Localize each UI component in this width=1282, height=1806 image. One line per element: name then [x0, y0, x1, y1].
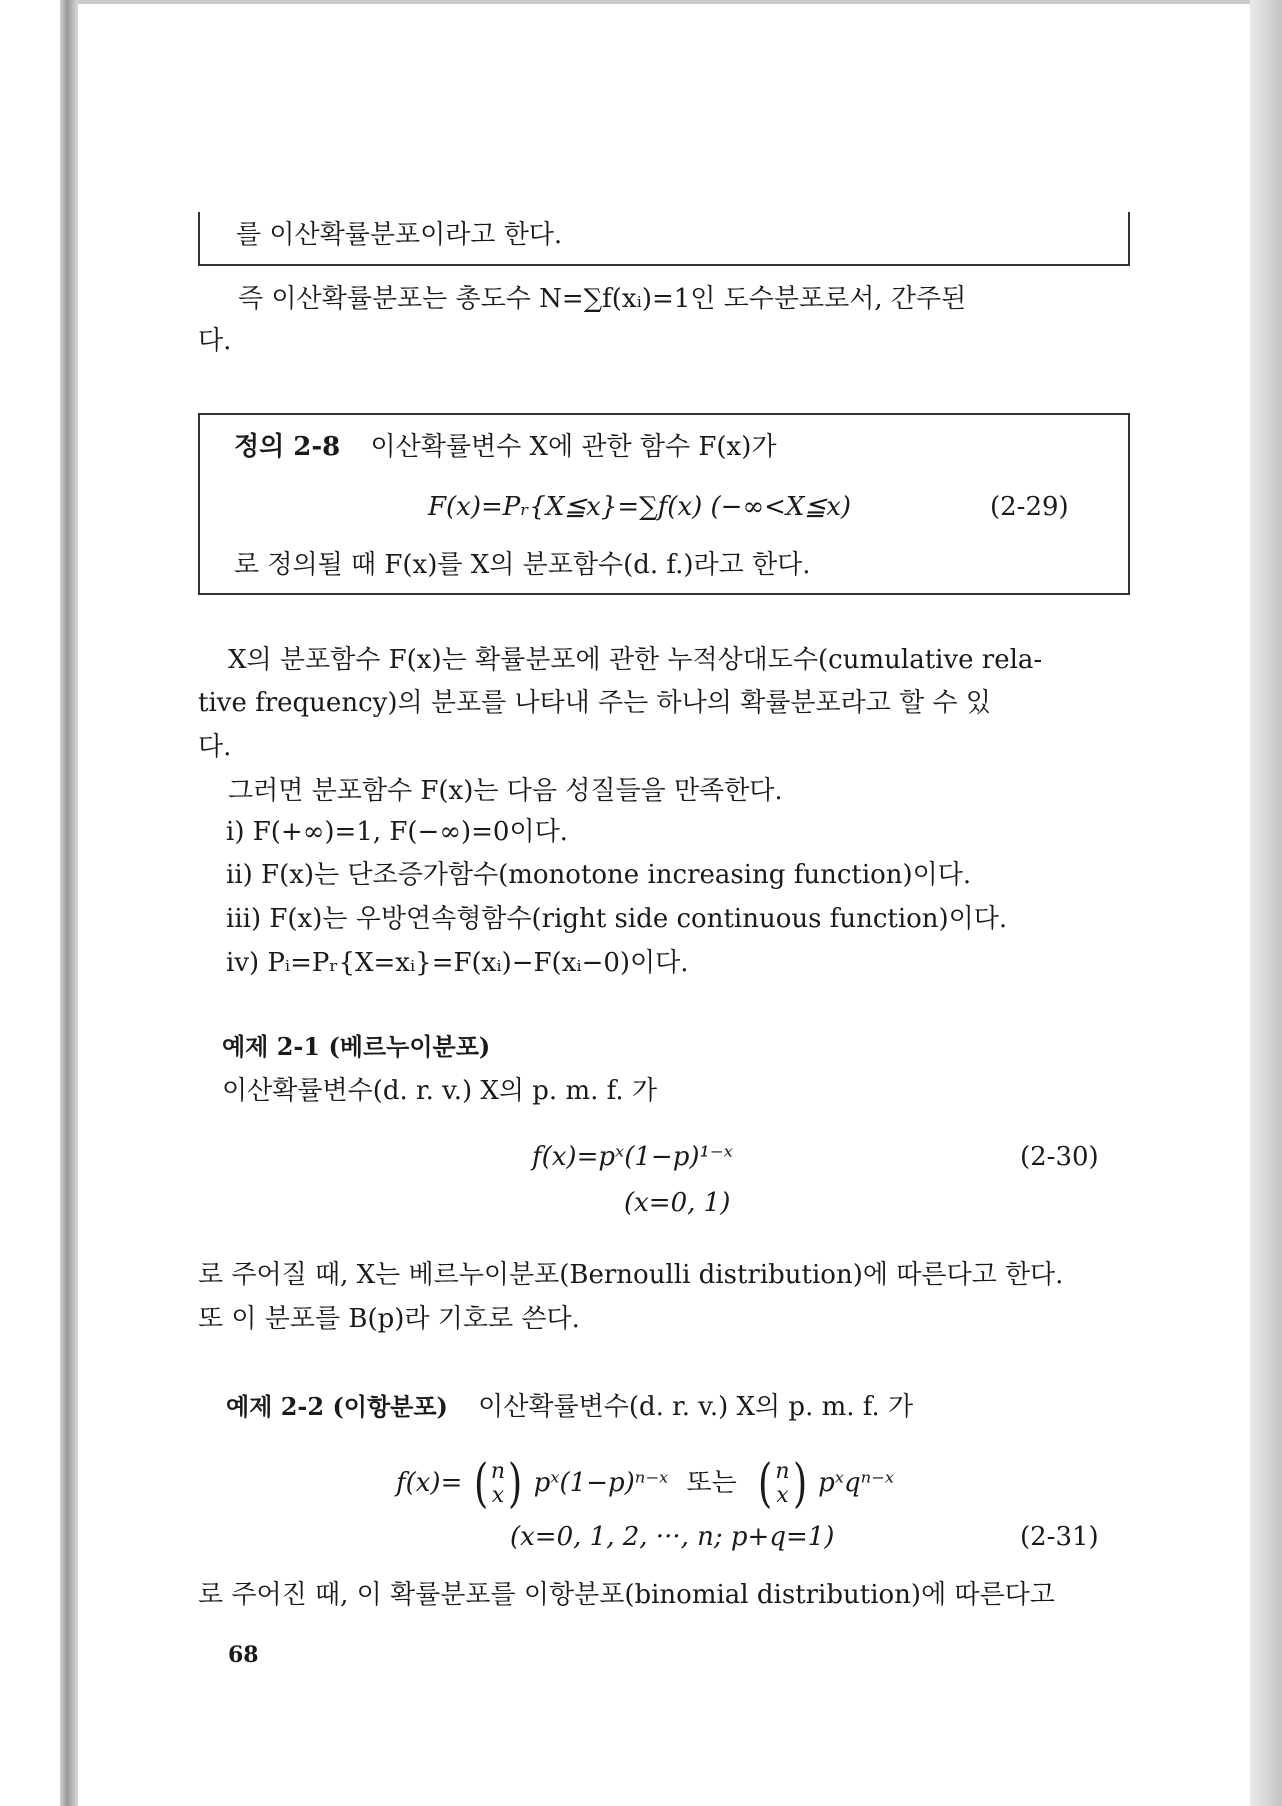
binomial-coefficient: ( n x ) [758, 1454, 807, 1514]
example-formula: f(x)=pˣ(1−p)¹⁻ˣ [532, 1142, 733, 1172]
binomial-coefficient: ( n x ) [473, 1454, 523, 1514]
definition-header [234, 430, 776, 464]
equation-number: (2-31) [1020, 1522, 1099, 1552]
paragraph-line: 즉 이산확률분포는 총도수 N=∑f(xᵢ)=1인 도수분포로서, 간주된 [238, 284, 967, 314]
property-item: ii) F(x)는 단조증가함수(monotone increasing function)이다. [226, 860, 972, 890]
binom-bottom: x [491, 1483, 505, 1508]
book-spine-edge [60, 0, 78, 1806]
binom-top: n [775, 1459, 790, 1484]
page-edge-right [1250, 0, 1282, 1806]
definition-label: 정의 2-8 [234, 432, 341, 462]
page-number: 68 [228, 1642, 259, 1668]
paragraph-line: 다. [198, 732, 232, 762]
formula-lhs: f(x)= [396, 1468, 463, 1498]
equation-number: (2-29) [990, 492, 1069, 522]
formula-connector: 또는 [686, 1468, 737, 1498]
properties-intro: 그러면 분포함수 F(x)는 다음 성질들을 만족한다. [228, 776, 783, 806]
example-title: 예제 2-1 (베르누이분포) [222, 1032, 491, 1061]
definition-formula: F(x)=Pᵣ{X≦x}=∑f(x) (−∞<X≦x) [428, 492, 851, 522]
example-intro: 이산확률변수(d. r. v.) X의 p. m. f. 가 [478, 1392, 914, 1422]
formula-domain: (x=0, 1, 2, ···, n; p+q=1) [510, 1522, 835, 1552]
example-title: 예제 2-2 (이항분포) [226, 1392, 448, 1421]
paragraph-line: 로 주어진 때, 이 확률분포를 이항분포(binomial distribution)에 따른다고 [198, 1580, 1055, 1610]
paragraph-line: 로 주어질 때, X는 베르누이분포(Bernoulli distribution)에 따른다고 한다. [198, 1260, 1064, 1290]
formula-domain: (x=0, 1) [624, 1188, 731, 1218]
theorem-box-text: 를 이산확률분포이라고 한다. [236, 220, 563, 250]
property-item: iii) F(x)는 우방연속형함수(right side continuous function)이다. [226, 904, 1008, 934]
equation-number: (2-30) [1020, 1142, 1099, 1172]
binom-top: n [490, 1459, 506, 1484]
paragraph-line: 다. [198, 326, 232, 356]
formula-mid: pˣ(1−p)ⁿ⁻ˣ [533, 1468, 669, 1498]
definition-conclusion: 로 정의될 때 F(x)를 X의 분포함수(d. f.)라고 한다. [234, 550, 811, 580]
book-page [198, 0, 1130, 1806]
binom-bottom: x [776, 1483, 789, 1508]
paragraph-line: 또 이 분포를 B(p)라 기호로 쓴다. [198, 1304, 580, 1334]
example-header [226, 1390, 913, 1424]
example-intro: 이산확률변수(d. r. v.) X의 p. m. f. 가 [222, 1076, 657, 1106]
paragraph-line: X의 분포함수 F(x)는 확률분포에 관한 누적상대도수(cumulative rela- [228, 645, 1043, 675]
formula-alt: pˣqⁿ⁻ˣ [818, 1468, 895, 1498]
paragraph-line: tive frequency)의 분포를 나타내 주는 하나의 확률분포라고 할 수 있 [198, 688, 992, 718]
definition-intro: 이산확률변수 X에 관한 함수 F(x)가 [370, 432, 777, 462]
property-item: i) F(+∞)=1, F(−∞)=0이다. [226, 817, 568, 847]
binomial-formula [396, 1448, 894, 1518]
property-item: iv) Pᵢ=Pᵣ{X=xᵢ}=F(xᵢ)−F(xᵢ−0)이다. [226, 948, 689, 978]
